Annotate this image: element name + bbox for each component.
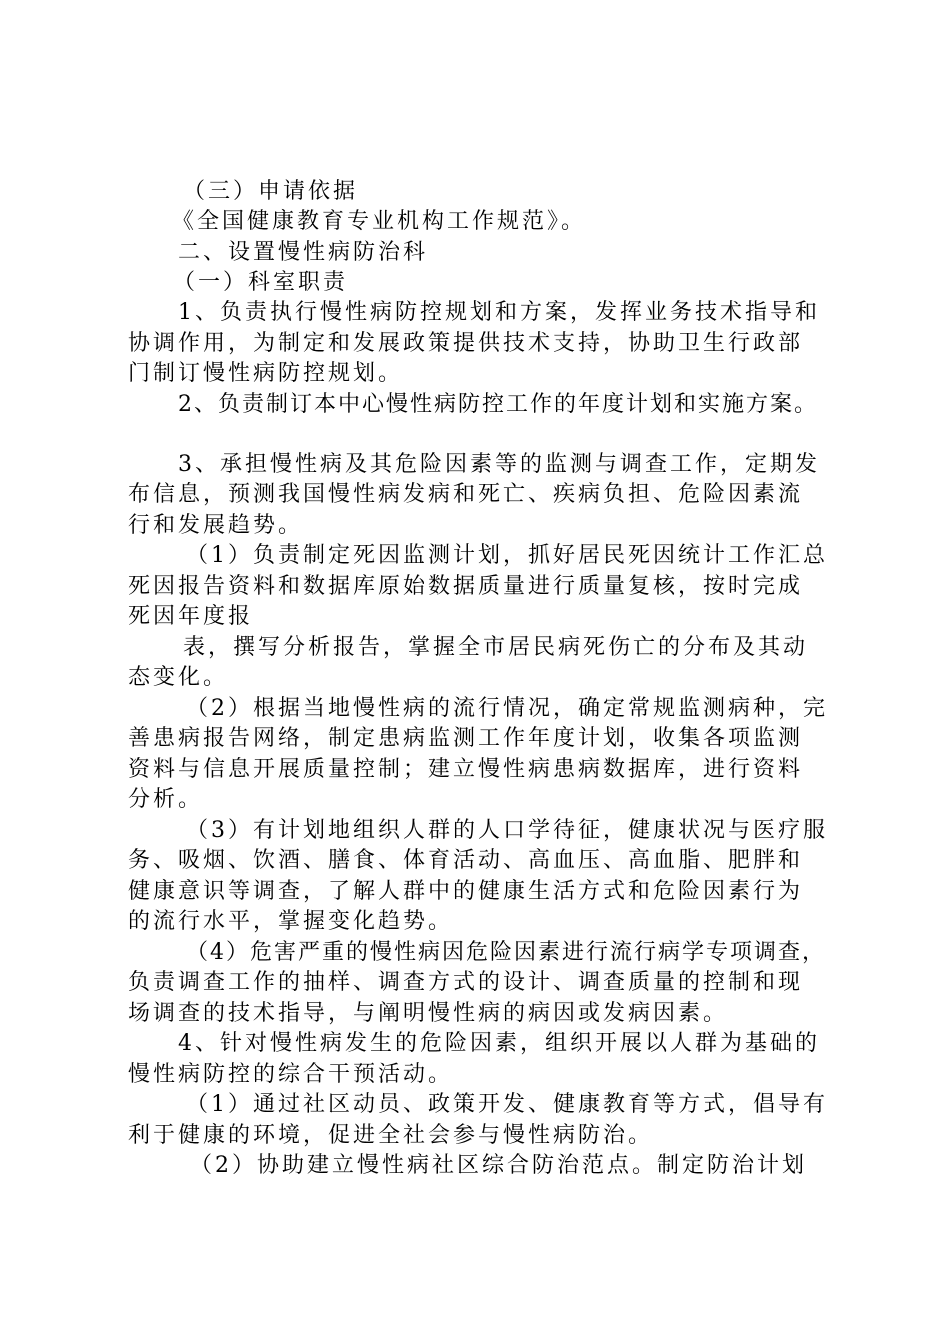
heading-application-basis: （三）申请依据 — [183, 179, 359, 204]
paragraph-line: （4）危害严重的慢性病因危险因素进行流行病学专项调查， — [186, 940, 826, 965]
paragraph-line: 分析。 — [128, 787, 204, 812]
paragraph-line: 的流行水平，掌握变化趋势。 — [128, 909, 454, 934]
paragraph-line: 负责调查工作的抽样、调查方式的设计、调查质量的控制和现 — [128, 970, 804, 995]
paragraph-line: 1、负责执行慢性病防控规划和方案，发挥业务技术指导和 — [178, 300, 820, 325]
paragraph-line: 布信息，预测我国慢性病发病和死亡、疾病负担、危险因素流 — [128, 482, 804, 507]
paragraph-line: 慢性病防控的综合干预活动。 — [128, 1062, 454, 1087]
paragraph-line: 健康意识等调查，了解人群中的健康生活方式和危险因素行为 — [128, 879, 804, 904]
paragraph-line: （1）通过社区动员、政策开发、健康教育等方式，倡导有 — [186, 1092, 828, 1117]
paragraph-line: 资料与信息开展质量控制；建立慢性病患病数据库，进行资料 — [128, 757, 804, 782]
paragraph-line: 表，撰写分析报告，掌握全市居民病死伤亡的分布及其动 — [183, 635, 809, 660]
paragraph-line: 利于健康的环境，促进全社会参与慢性病防治。 — [128, 1123, 654, 1148]
paragraph-line: 死因年度报 — [128, 604, 254, 629]
paragraph-line: 场调查的技术指导，与阐明慢性病的病因或发病因素。 — [128, 1001, 729, 1026]
paragraph-line: 4、针对慢性病发生的危险因素，组织开展以人群为基础的 — [178, 1031, 820, 1056]
paragraph-line: 善患病报告网络，制定患病监测工作年度计划，收集各项监测 — [128, 726, 804, 751]
paragraph-line: 《全国健康教育专业机构工作规范》。 — [172, 209, 587, 234]
paragraph-line: （3）有计划地组织人群的人口学待征，健康状况与医疗服 — [186, 818, 828, 843]
paragraph-line: 死因报告资料和数据库原始数据质量进行质量复核，按时完成 — [128, 574, 804, 599]
heading-duties: （一）科室职责 — [173, 270, 349, 295]
paragraph-line: 行和发展趋势。 — [128, 513, 304, 538]
paragraph-line: 协调作用，为制定和发展政策提供技术支持，协助卫生行政部 — [128, 331, 804, 356]
paragraph-line: （2）协助建立慢性病社区综合防治范点。制定防治计划 — [190, 1153, 807, 1178]
paragraph-line: 3、承担慢性病及其危险因素等的监测与调查工作，定期发 — [178, 452, 820, 477]
paragraph-line: 2、负责制订本中心慢性病防控工作的年度计划和实施方案。 — [178, 392, 818, 417]
paragraph-line: 门制订慢性病防控规划。 — [128, 361, 404, 386]
heading-section-two: 二、设置慢性病防治科 — [178, 240, 429, 265]
paragraph-line: （1）负责制定死因监测计划，抓好居民死因统计工作汇总 — [186, 543, 828, 568]
paragraph-line: （2）根据当地慢性病的流行情况，确定常规监测病种，完 — [186, 696, 828, 721]
paragraph-line: 态变化。 — [128, 665, 229, 690]
paragraph-line: 务、吸烟、饮酒、膳食、体育活动、高血压、高血脂、肥胖和 — [128, 848, 804, 873]
